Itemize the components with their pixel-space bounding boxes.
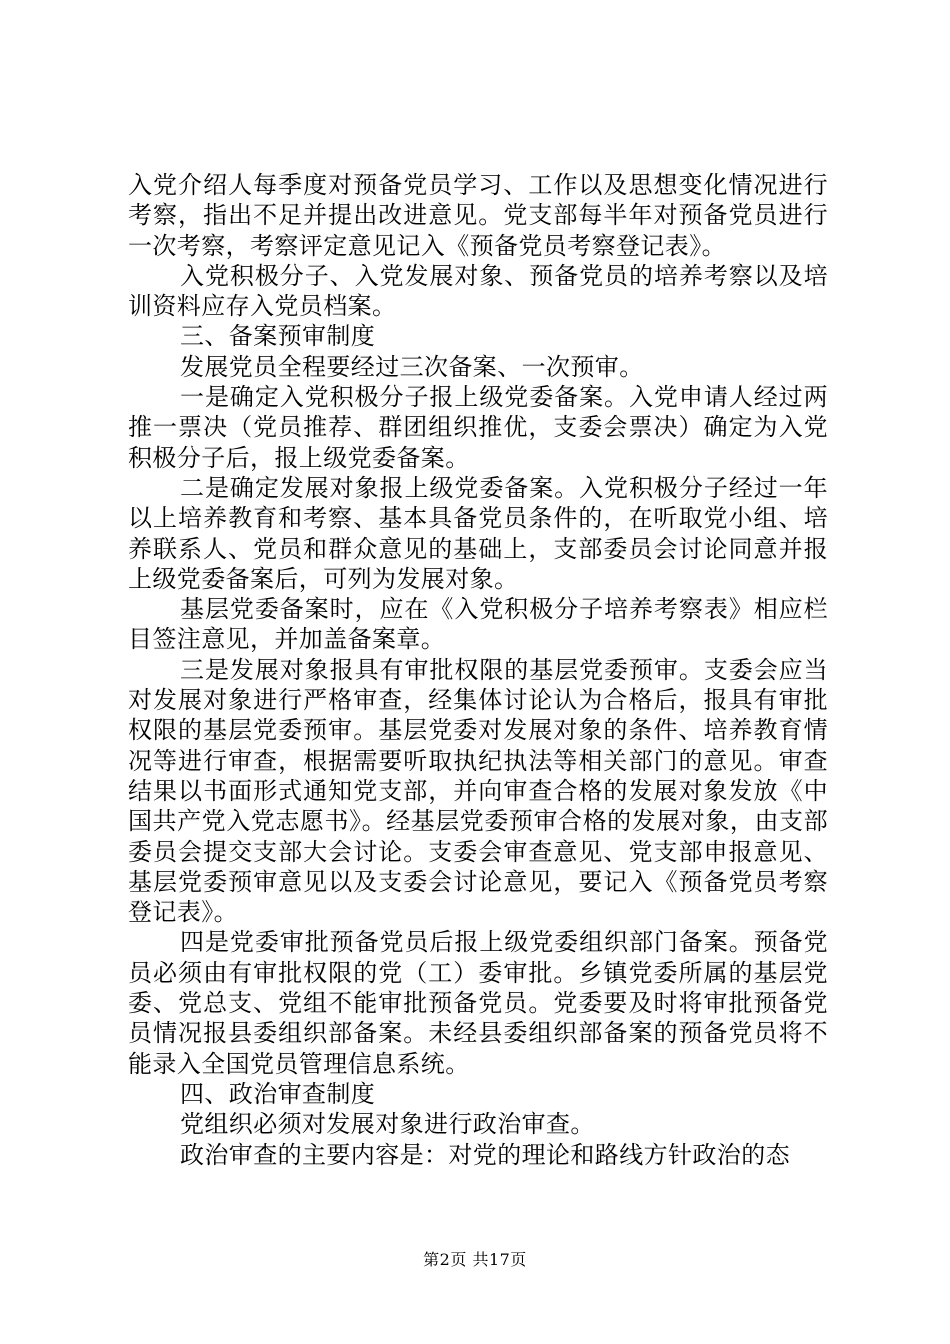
paragraph-1: 入党介绍人每季度对预备党员学习、工作以及思想变化情况进行考察，指出不足并提出改进意见。党支部每半年对预备党员进行一次考察，考察评定意见记入《预备党员考察登记表》。 [128, 171, 828, 260]
page-number-label: 第2页 共17页 [423, 1250, 527, 1269]
section-heading-3: 三、备案预审制度 [180, 322, 376, 351]
paragraph-12: 政治审查的主要内容是：对党的理论和路线方针政治的态 [180, 1140, 790, 1169]
document-body [128, 170, 828, 1170]
paragraph-2: 入党积极分子、入党发展对象、预备党员的培养考察以及培训资料应存入党员档案。 [128, 261, 828, 321]
paragraph-8: 三是发展对象报具有审批权限的基层党委预审。支委会应当对发展对象进行严格审查，经集体讨论认为合格后，报具有审批权限的基层党委预审。基层党委对发展对象的条件、培养教育情况等进行审查，根据需要听取执纪执法等相关部门的意见。审查结果以书面形式通知党支部，并向审查合格的发展对象发放《中国共产党入党志愿书》。经基层党委预审合格的发展对象，由支部委员会提交支部大会讨论。支委会审查意见、党支部申报意见、基层党委预审意见以及支委会讨论意见，要记入《预备党员考察登记表》。 [128, 655, 828, 927]
section-heading-4: 四、政治审查制度 [180, 1079, 376, 1108]
paragraph-5: 一是确定入党积极分子报上级党委备案。入党申请人经过两推一票决（党员推荐、群团组织推优，支委会票决）确定为入党积极分子后，报上级党委备案。 [128, 383, 828, 472]
paragraph-9: 四是党委审批预备党员后报上级党委组织部门备案。预备党员必须由有审批权限的党（工）委审批。乡镇党委所属的基层党委、党总支、党组不能审批预备党员。党委要及时将审批预备党员情况报县委组织部备案。未经县委组织部备案的预备党员将不能录入全国党员管理信息系统。 [128, 928, 828, 1078]
paragraph-11: 党组织必须对发展对象进行政治审查。 [180, 1110, 595, 1139]
paragraph-7: 基层党委备案时，应在《入党积极分子培养考察表》相应栏目签注意见，并加盖备案章。 [128, 595, 828, 654]
paragraph-4: 发展党员全程要经过三次备案、一次预审。 [180, 352, 644, 381]
page-footer [0, 1247, 950, 1270]
paragraph-6: 二是确定发展对象报上级党委备案。入党积极分子经过一年以上培养教育和考察、基本具备党员条件的，在听取党小组、培养联系人、党员和群众意见的基础上，支部委员会讨论同意并报上级党委备案后，可列为发展对象。 [128, 473, 828, 593]
